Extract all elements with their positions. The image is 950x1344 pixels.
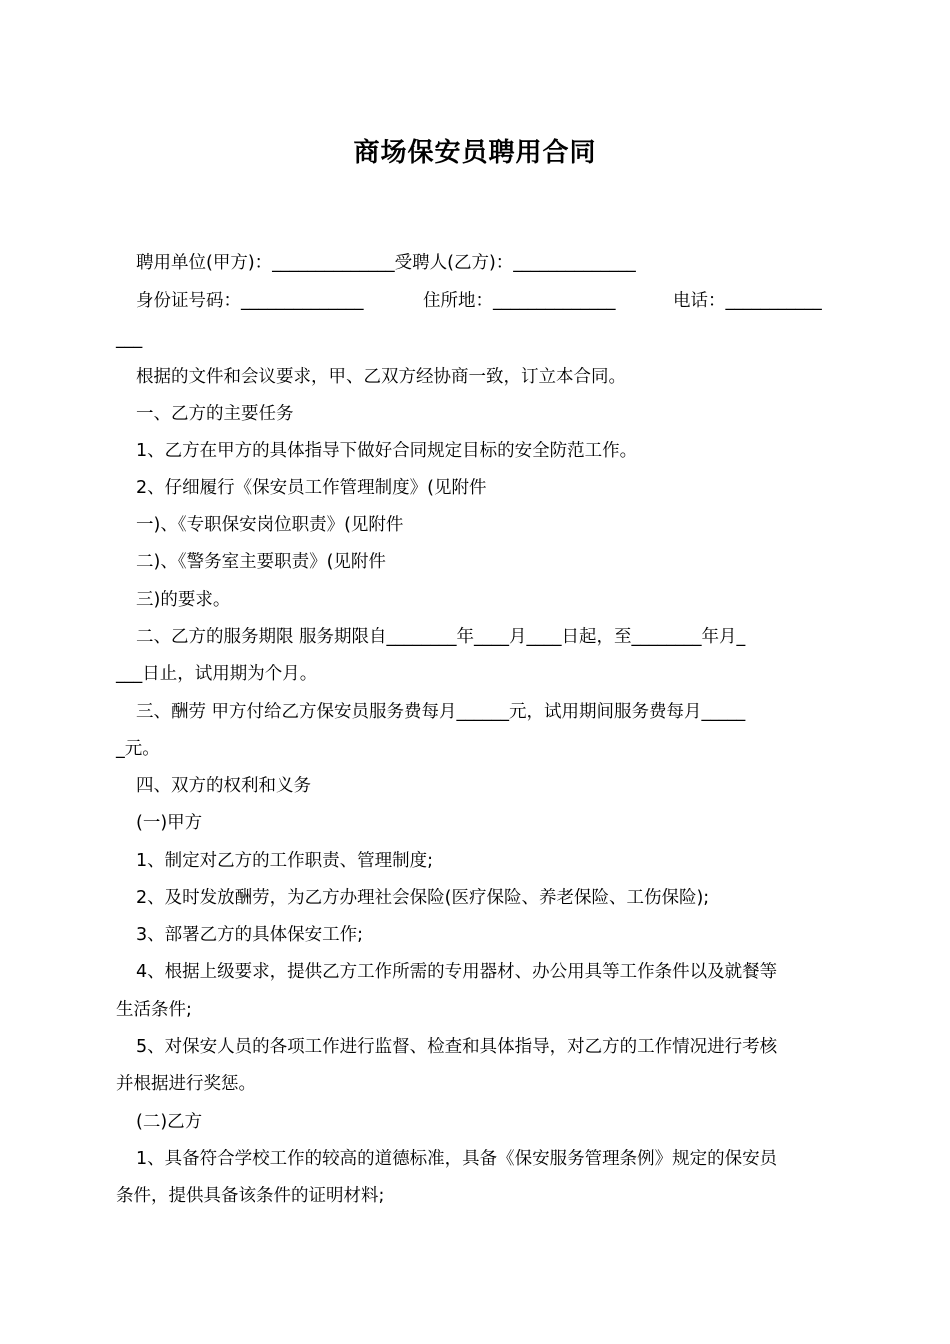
list-item: 3、部署乙方的具体保安工作; xyxy=(136,925,364,945)
party-info-line: 聘用单位(甲方)：______________受聘人(乙方)：______________ xyxy=(136,253,636,273)
section-heading: 一、乙方的主要任务 xyxy=(136,404,294,424)
id-number-field: 身份证号码：______________ xyxy=(136,291,364,311)
section-heading: 三、酬劳 甲方付给乙方保安员服务费每月______元，试用期间服务费每月_____ xyxy=(136,702,746,722)
paragraph: _元。 xyxy=(116,739,160,759)
subsection-heading: (一)甲方 xyxy=(136,813,203,833)
paragraph: ___日止，试用期为个月。 xyxy=(116,664,318,684)
subsection-heading: (二)乙方 xyxy=(136,1112,203,1132)
section-heading: 四、双方的权利和义务 xyxy=(136,776,311,796)
phone-field-continued: ___ xyxy=(116,329,143,349)
list-item: 1、制定对乙方的工作职责、管理制度; xyxy=(136,851,434,871)
paragraph: 2、仔细履行《保安员工作管理制度》(见附件 xyxy=(136,478,487,498)
list-item: 4、根据上级要求，提供乙方工作所需的专用器材、办公用具等工作条件以及就餐等 xyxy=(136,962,778,982)
list-item: 2、及时发放酬劳，为乙方办理社会保险(医疗保险、养老保险、工伤保险); xyxy=(136,888,710,908)
address-field: 住所地：______________ xyxy=(423,291,616,311)
list-item-continued: 并根据进行奖惩。 xyxy=(116,1074,256,1094)
paragraph: 根据的文件和会议要求，甲、乙双方经协商一致，订立本合同。 xyxy=(136,367,626,387)
paragraph: 1、乙方在甲方的具体指导下做好合同规定目标的安全防范工作。 xyxy=(136,441,638,461)
section-heading: 二、乙方的服务期限 服务期限自________年____月____日起，至________年月_ xyxy=(136,627,746,647)
document-title: 商场保安员聘用合同 xyxy=(353,138,597,168)
paragraph: 二)、《警务室主要职责》(见附件 xyxy=(136,552,386,572)
list-item: 1、具备符合学校工作的较高的道德标准，具备《保安服务管理条例》规定的保安员 xyxy=(136,1149,778,1169)
paragraph: 一)、《专职保安岗位职责》(见附件 xyxy=(136,515,404,535)
list-item: 5、对保安人员的各项工作进行监督、检查和具体指导，对乙方的工作情况进行考核 xyxy=(136,1037,778,1057)
paragraph: 三)的要求。 xyxy=(136,590,231,610)
list-item-continued: 条件，提供具备该条件的证明材料; xyxy=(116,1186,385,1206)
list-item-continued: 生活条件; xyxy=(116,1000,192,1020)
phone-field: 电话：___________ xyxy=(673,291,822,311)
